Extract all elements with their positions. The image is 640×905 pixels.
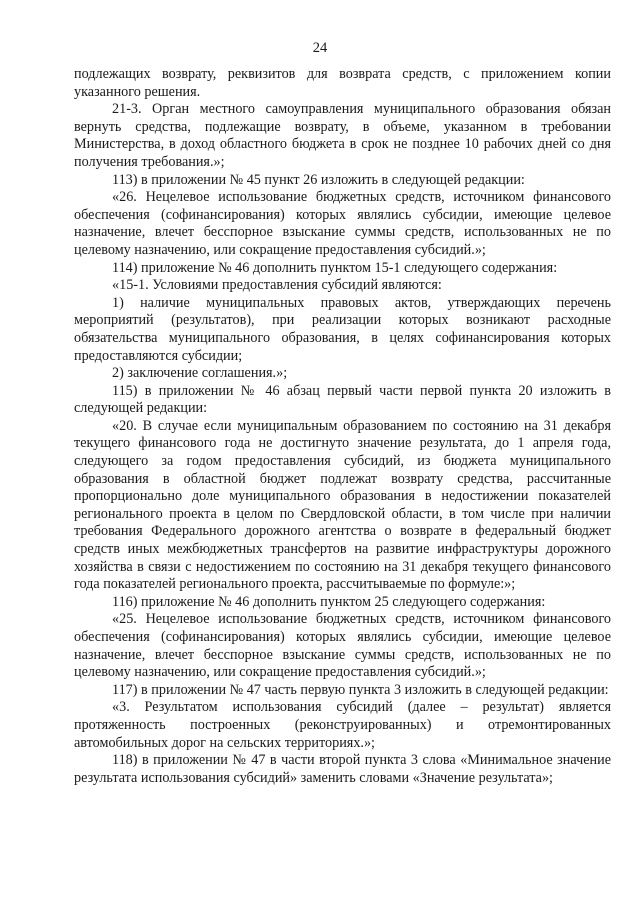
page-number: 24 [312,40,328,56]
paragraph-quote-20: «20. В случае если муниципальным образованием по состоянию на 31 декабря текущего финансового года не достигнуто значение результата, до 1 апреля года, следующего за годом предоставления субсидий, из бюджета муниципального образования в областной бюджет подлежат возврату средства, рассчитанные пропорционально доле муниципального образования в недостижении показателей регионального проекта в целом по Свердловской области, в том числе при наличии требования Федерального дорожного агентства о возврате в федеральный бюджет средств иных межбюджетных трансфертов на развитие инфраструктуры дорожного хозяйства в связи с недостижением по состоянию на 31 декабря текущего финансового года показателей регионального проекта, рассчитываемые по формуле:»; [74,417,611,593]
paragraph-quote-26: «26. Нецелевое использование бюджетных средств, источником финансового обеспечения (софинансирования) которых являлись субсидии, имеющие целевое назначение, влечет бесспорное взыскание суммы средств, использованных не по целевому назначению, или сокращение предоставления субсидий.»; [74,189,611,258]
paragraph-117: 117) в приложении № 47 часть первую пункта 3 изложить в следующей редакции: [112,681,609,698]
paragraph-condition-1: 1) наличие муниципальных правовых актов, утверждающих перечень мероприятий (результатов), при реализации которых возникают расходные обязательства муниципального образования, в целях софинансирования которых предоставляются субсидии; [74,294,611,364]
paragraph-113: 113) в приложении № 45 пункт 26 изложить в следующей редакции: [112,171,525,188]
paragraph-quote-3: «3. Результатом использования субсидий (далее – результат) является протяженность построенных (реконструированных) и отремонтированных автомобильных дорог на сельских территориях.»; [74,699,611,751]
document-body [74,66,611,787]
paragraph-quote-15-1: «15-1. Условиями предоставления субсидий являются: [112,277,442,294]
paragraph-116: 116) приложение № 46 дополнить пунктом 25 следующего содержания: [112,593,546,610]
paragraph-115: 115) в приложении № 46 абзац первый части первой пункта 20 изложить в следующей редакции: [74,382,611,417]
paragraph-quote-25: «25. Нецелевое использование бюджетных средств, источником финансового обеспечения (софинансирования) которых являлись субсидии, имеющие целевое назначение, влечет бесспорное взыскание суммы средств, использованных не по целевому назначению, или сокращение предоставления субсидий.»; [74,611,611,681]
paragraph-21-3: 21-3. Орган местного самоуправления муниципального образования обязан вернуть средства, подлежащие возврату, в объеме, указанном в требовании Министерства, в доход областного бюджета в срок не позднее 10 рабочих дней со дня получения требования.»; [74,101,611,170]
paragraph-114: 114) приложение № 46 дополнить пунктом 15-1 следующего содержания: [112,259,558,276]
paragraph-continuation: подлежащих возврату, реквизитов для возврата средств, с приложением копии указанного решения. [74,66,611,100]
paragraph-condition-2: 2) заключение соглашения.»; [112,365,288,382]
paragraph-118: 118) в приложении № 47 в части второй пункта 3 слова «Минимальное значение результата использования субсидий» заменить словами «Значение результата»; [74,752,611,786]
